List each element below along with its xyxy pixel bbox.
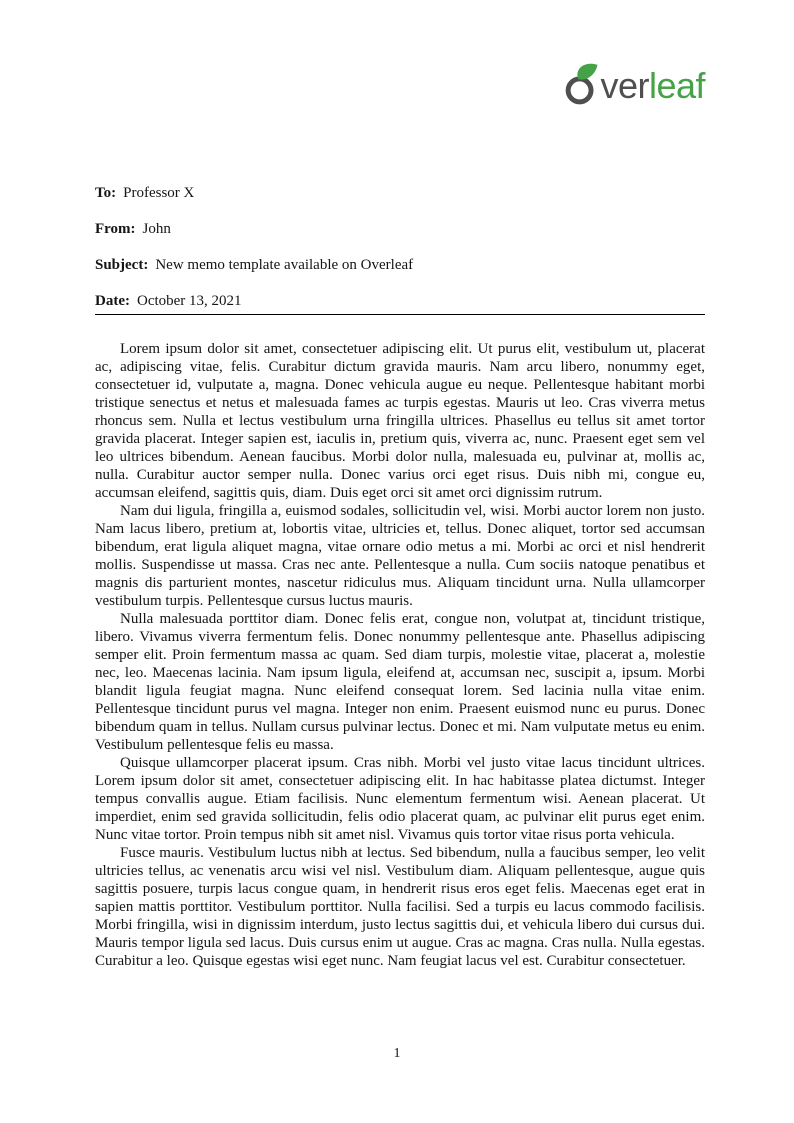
logo-text-over: ver [600, 65, 649, 106]
memo-field-label: Date: [95, 293, 130, 309]
overleaf-leaf-o-icon [562, 62, 599, 106]
page-footer [0, 1046, 794, 1062]
memo-header [95, 184, 705, 311]
memo-body [95, 340, 705, 970]
logo-bar [95, 60, 705, 104]
memo-field-date [95, 292, 705, 311]
memo-field-label: From: [95, 221, 136, 237]
body-paragraph: Nulla malesuada porttitor diam. Donec felis erat, congue non, volutpat at, tincidunt tristique, libero. Vivamus viverra fermentum felis. Donec nonummy pellentesque ante. Phasellus adipiscing semper elit. Proin fermentum massa ac quam. Sed diam turpis, molestie vitae, placerat a, molestie nec, leo. Maecenas lacinia. Nam ipsum ligula, eleifend at, accumsan nec, suscipit a, ipsum. Morbi blandit ligula feugiat magna. Nunc eleifend consequat lorem. Sed lacinia nulla vitae enim. Pellentesque tincidunt purus vel magna. Integer non enim. Praesent euismod nunc eu purus. Donec bibendum quam in tellus. Nullam cursus pulvinar lectus. Donec et mi. Nam vulputate metus eu enim. Vestibulum pellentesque felis eu massa. [95, 611, 705, 753]
memo-field-value: New memo template available on Overleaf [155, 257, 414, 273]
memo-field-subject [95, 256, 705, 275]
overleaf-logo [562, 60, 705, 104]
memo-field-from [95, 220, 705, 239]
memo-field-value: Professor X [123, 185, 195, 201]
body-paragraph: Quisque ullamcorper placerat ipsum. Cras nibh. Morbi vel justo vitae lacus tincidunt ultrices. Lorem ipsum dolor sit amet, consectetuer adipiscing elit. In hac habitasse platea dictumst. Integer tempus convallis augue. Etiam facilisis. Nunc elementum fermentum wisi. Aenean placerat. Ut imperdiet, enim sed gravida sollicitudin, felis odio placerat quam, ac pulvinar elit purus eget enim. Nunc vitae tortor. Proin tempus nibh sit amet nisl. Vivamus quis tortor vitae risus porta vehicula. [95, 755, 705, 843]
memo-field-value: October 13, 2021 [136, 293, 242, 309]
memo-field-label: Subject: [95, 257, 149, 273]
memo-field-label: To: [95, 185, 117, 201]
memo-field-to [95, 184, 705, 203]
body-paragraph: Lorem ipsum dolor sit amet, consectetuer adipiscing elit. Ut purus elit, vestibulum ut, placerat ac, adipiscing vitae, felis. Curabitur dictum gravida mauris. Nam arcu libero, nonummy eget, consectetuer id, vulputate a, magna. Donec vehicula augue eu neque. Pellentesque habitant morbi tristique senectus et netus et malesuada fames ac turpis egestas. Mauris ut leo. Cras viverra metus rhoncus sem. Nulla et lectus vestibulum urna fringilla ultrices. Phasellus eu tellus sit amet tortor gravida placerat. Integer sapien est, iaculis in, pretium quis, viverra ac, nunc. Praesent eget sem vel leo ultrices bibendum. Aenean faucibus. Morbi dolor nulla, malesuada eu, pulvinar at, mollis ac, nulla. Curabitur auctor semper nulla. Donec varius orci eget risus. Duis nibh mi, congue eu, accumsan eleifend, sagittis quis, diam. Duis eget orci sit amet orci dignissim rutrum. [95, 341, 705, 501]
body-paragraph: Fusce mauris. Vestibulum luctus nibh at lectus. Sed bibendum, nulla a faucibus semper, leo velit ultricies tellus, ac venenatis arcu wisi vel nisl. Vestibulum diam. Aliquam pellentesque, augue quis sagittis posuere, turpis lacus congue quam, in hendrerit risus eros eget felis. Maecenas eget erat in sapien mattis porttitor. Vestibulum porttitor. Nulla facilisi. Sed a turpis eu lacus commodo facilisis. Morbi fringilla, wisi in dignissim interdum, justo lectus sagittis dui, et vehicula libero dui cursus dui. Mauris tempor ligula sed lacus. Duis cursus enim ut augue. Cras ac magna. Cras nulla. Nulla egestas. Curabitur a leo. Quisque egestas wisi eget nunc. Nam feugiat lacus vel est. Curabitur consectetuer. [95, 845, 705, 969]
divider-rule [95, 314, 705, 315]
logo-text-leaf: leaf [648, 65, 705, 106]
body-paragraph: Nam dui ligula, fringilla a, euismod sodales, sollicitudin vel, wisi. Morbi auctor lorem non justo. Nam lacus libero, pretium at, lobortis vitae, ultricies et, tellus. Donec aliquet, tortor sed accumsan bibendum, erat ligula aliquet magna, vitae ornare odio metus a mi. Morbi ac orci et nisl hendrerit mollis. Suspendisse ut massa. Cras nec ante. Pellentesque a nulla. Cum sociis natoque penatibus et magnis dis parturient montes, nascetur ridiculus mus. Aliquam tincidunt urna. Nulla ullamcorper vestibulum turpis. Pellentesque cursus luctus mauris. [95, 503, 705, 609]
page-number: 1 [393, 1046, 401, 1061]
memo-field-value: John [142, 221, 171, 237]
